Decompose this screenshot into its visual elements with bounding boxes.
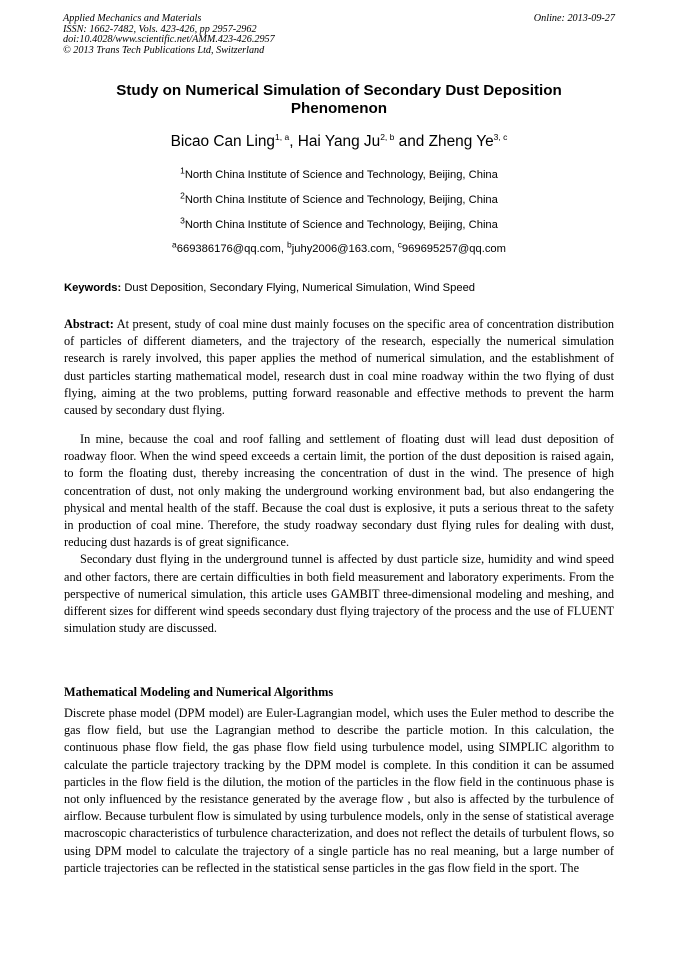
author-sup: 3, c xyxy=(493,131,508,142)
affiliation xyxy=(0,215,678,232)
email-sup: b xyxy=(287,239,292,250)
affiliation-sup: 2 xyxy=(180,190,185,201)
email: juhy2006@163.com xyxy=(291,243,392,255)
affiliation-text: North China Institute of Science and Technology, Beijing, China xyxy=(184,169,498,181)
issn-line: ISSN: 1662-7482, Vols. 423-426, pp 2957-2962 xyxy=(63,23,257,35)
email-sup: c xyxy=(397,239,402,250)
section-body xyxy=(64,705,614,877)
abstract-label: Abstract: xyxy=(64,317,114,331)
journal-name: Applied Mechanics and Materials xyxy=(63,13,202,24)
doi-line: doi:10.4028/www.scientific.net/AMM.423-426.2957 xyxy=(63,34,275,45)
keywords xyxy=(64,281,614,295)
affiliation xyxy=(0,165,678,182)
affiliation-sup: 1 xyxy=(180,165,185,176)
body-paragraph: Secondary dust flying in the underground tunnel is affected by dust particle size, humidity and wind speed and other factors, there are certain difficulties in both field measurement and laboratory experiments. From the perspective of numerical simulation, this article uses GAMBIT three-dimensional modeling and meshing, and different sizes for different wind speeds secondary dust flying trajectory of the process and the use of FLUENT simulation study are discussed. xyxy=(64,552,614,636)
abstract xyxy=(64,316,614,419)
email: 969695257@qq.com xyxy=(401,243,506,255)
affiliation-text: North China Institute of Science and Technology, Beijing, China xyxy=(184,219,498,231)
keywords-text: Dust Deposition, Secondary Flying, Numerical Simulation, Wind Speed xyxy=(124,282,476,294)
paper-title: Study on Numerical Simulation of Secondary Dust Deposition Phenomenon xyxy=(116,82,562,117)
affiliation-sup: 3 xyxy=(180,215,185,226)
online-date: Online: 2013-09-27 xyxy=(533,13,615,24)
author-sup: 1, a xyxy=(275,131,290,142)
affiliation-text: North China Institute of Science and Technology, Beijing, China xyxy=(184,194,498,206)
abstract-text: At present, study of coal mine dust mainly focuses on the specific area of concentration distribution of particles of different diameters, and the trajectory of the research, especially the numerical simulation research is rarely involved, this paper applies the method of numerical simulation, and the establishment of dust particles starting mathematical model, research dust in coal mine roadway within the two flying of dust flying, aiming at the two problems, putting forward reasonable and effective methods to prevent the harm caused by secondary dust flying. xyxy=(64,317,614,418)
author-sep: and xyxy=(394,133,429,150)
copyright-line: © 2013 Trans Tech Publications Ltd, Switzerland xyxy=(63,44,265,56)
author-sup: 2, b xyxy=(380,131,395,142)
email: 669386176@qq.com xyxy=(176,243,281,255)
author-name: Hai Yang Ju xyxy=(297,133,381,150)
author-name: Bicao Can Ling xyxy=(170,133,275,150)
author-name: Zheng Ye xyxy=(428,133,494,150)
email-list: $^a$669386176@qq.com, $^b$juhy2006@163.com, $^c$969695257@qq.com xyxy=(172,239,506,255)
journal-header xyxy=(63,14,275,56)
keywords-label: Keywords: xyxy=(64,282,122,294)
section-heading: Mathematical Modeling and Numerical Algorithms xyxy=(64,685,334,699)
author-list xyxy=(0,132,678,152)
body-paragraph: Discrete phase model (DPM model) are Euler-Lagrangian model, which uses the Euler method to describe the gas flow field, but use the Lagrangian method to describe the particle motion. In this calculation, the continuous phase flow field, the gas phase flow field using turbulence model, using SIMPLIC algorithm to calculate the particle trajectory tracking by the DPM model is complete. In this condition it can be assumed particles in the flow field is the dilution, the motion of the particles in the flow field in the continuous phase is not only influenced by the resistance generated by the average flow , but also is affected by the turbulence of airflow. Because turbulent flow is simulated by using turbulence models, only in the sense of statistical average macroscopic characteristics of turbulence characterization, and does not reflect the details of turbulent flows, so using DPM model to calculate the trajectory of a single particle has no real meaning, but a large number of particle trajectories can be reflected in the statistical sense particles in the gas flow field in the sport. The xyxy=(64,706,614,875)
introduction xyxy=(64,431,614,637)
affiliation xyxy=(0,190,678,207)
author-sep: , xyxy=(289,133,298,150)
email-sup: a xyxy=(172,239,177,250)
body-paragraph: In mine, because the coal and roof falling and settlement of floating dust will lead dust deposition of roadway floor. When the wind speed exceeds a certain limit, the portion of the dust deposition is raised again, to form the floating dust, thereby increasing the concentration of dust in the wind. The presence of high concentration of dust, not only making the underground working environment bad, but also endangering the physical and mental health of the staff. Because the coal dust is explosive, it puts a serious threat to the safety in production of coal mine. Therefore, the study roadway secondary dust flying rules for dealing with dust, reducing dust hazards is of great significance. xyxy=(64,432,614,550)
